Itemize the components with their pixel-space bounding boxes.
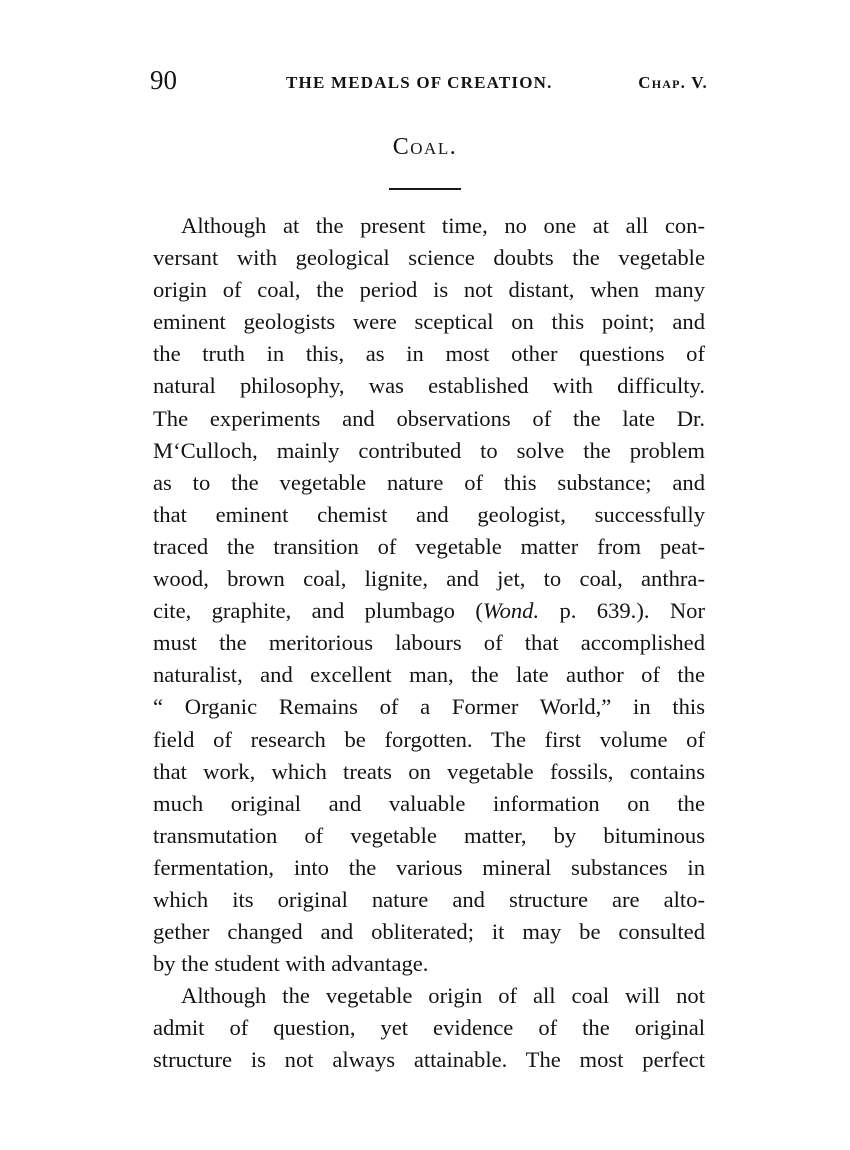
text-line: eminent geologists were sceptical on this point; and: [153, 309, 705, 335]
text-line: as to the vegetable nature of this substance; and: [153, 469, 705, 495]
text-line: much original and valuable information on the: [153, 790, 705, 816]
running-head: [150, 66, 710, 94]
text-segment: p. 639.). Nor: [539, 598, 705, 624]
text-line: “ Organic Remains of a Former World,” in this: [153, 694, 705, 720]
text-line: fermentation, into the various mineral substances in: [153, 854, 705, 880]
text-line: that eminent chemist and geologist, successfully: [153, 501, 705, 527]
text-line: transmutation of vegetable matter, by bituminous: [153, 822, 705, 848]
book-title: THE MEDALS OF CREATION.: [286, 73, 553, 92]
chapter-reference: Chap. V.: [638, 73, 708, 92]
text-line: must the meritorious labours of that accomplished: [153, 630, 705, 656]
text-line: naturalist, and excellent man, the late author of the: [153, 662, 705, 688]
heading-rule: [389, 188, 461, 190]
text-line-with-citation: [153, 595, 705, 627]
text-line: which its original nature and structure are alto-: [153, 886, 705, 912]
text-line: wood, brown coal, lignite, and jet, to coal, anthra-: [153, 566, 705, 592]
text-line: gether changed and obliterated; it may be consulted: [153, 919, 705, 945]
text-line: natural philosophy, was established with difficulty.: [153, 373, 705, 399]
text-line: M‘Culloch, mainly contributed to solve the problem: [153, 437, 705, 463]
text-line: traced the transition of vegetable matter from peat-: [153, 533, 705, 559]
italic-citation: Wond.: [482, 598, 540, 624]
body-text: [153, 210, 705, 1077]
text-line: Although at the present time, no one at all con-: [181, 213, 705, 238]
text-line: admit of question, yet evidence of the original: [153, 1015, 705, 1041]
text-line: the truth in this, as in most other questions of: [153, 341, 705, 367]
text-line: origin of coal, the period is not distant, when many: [153, 277, 705, 303]
text-line: Although the vegetable origin of all coal will not: [181, 983, 705, 1009]
text-line: that work, which treats on vegetable fossils, contains: [153, 758, 705, 784]
text-line: field of research be forgotten. The first volume of: [153, 726, 705, 752]
section-heading: Coal.: [392, 134, 458, 160]
text-line: The experiments and observations of the late Dr.: [153, 405, 705, 431]
text-segment: cite, graphite, and plumbago (: [153, 598, 483, 624]
page-number: 90: [150, 65, 177, 95]
text-line: versant with geological science doubts the vegetable: [153, 245, 705, 271]
text-line: by the student with advantage.: [153, 951, 429, 977]
text-line: structure is not always attainable. The most perfect: [153, 1047, 705, 1073]
